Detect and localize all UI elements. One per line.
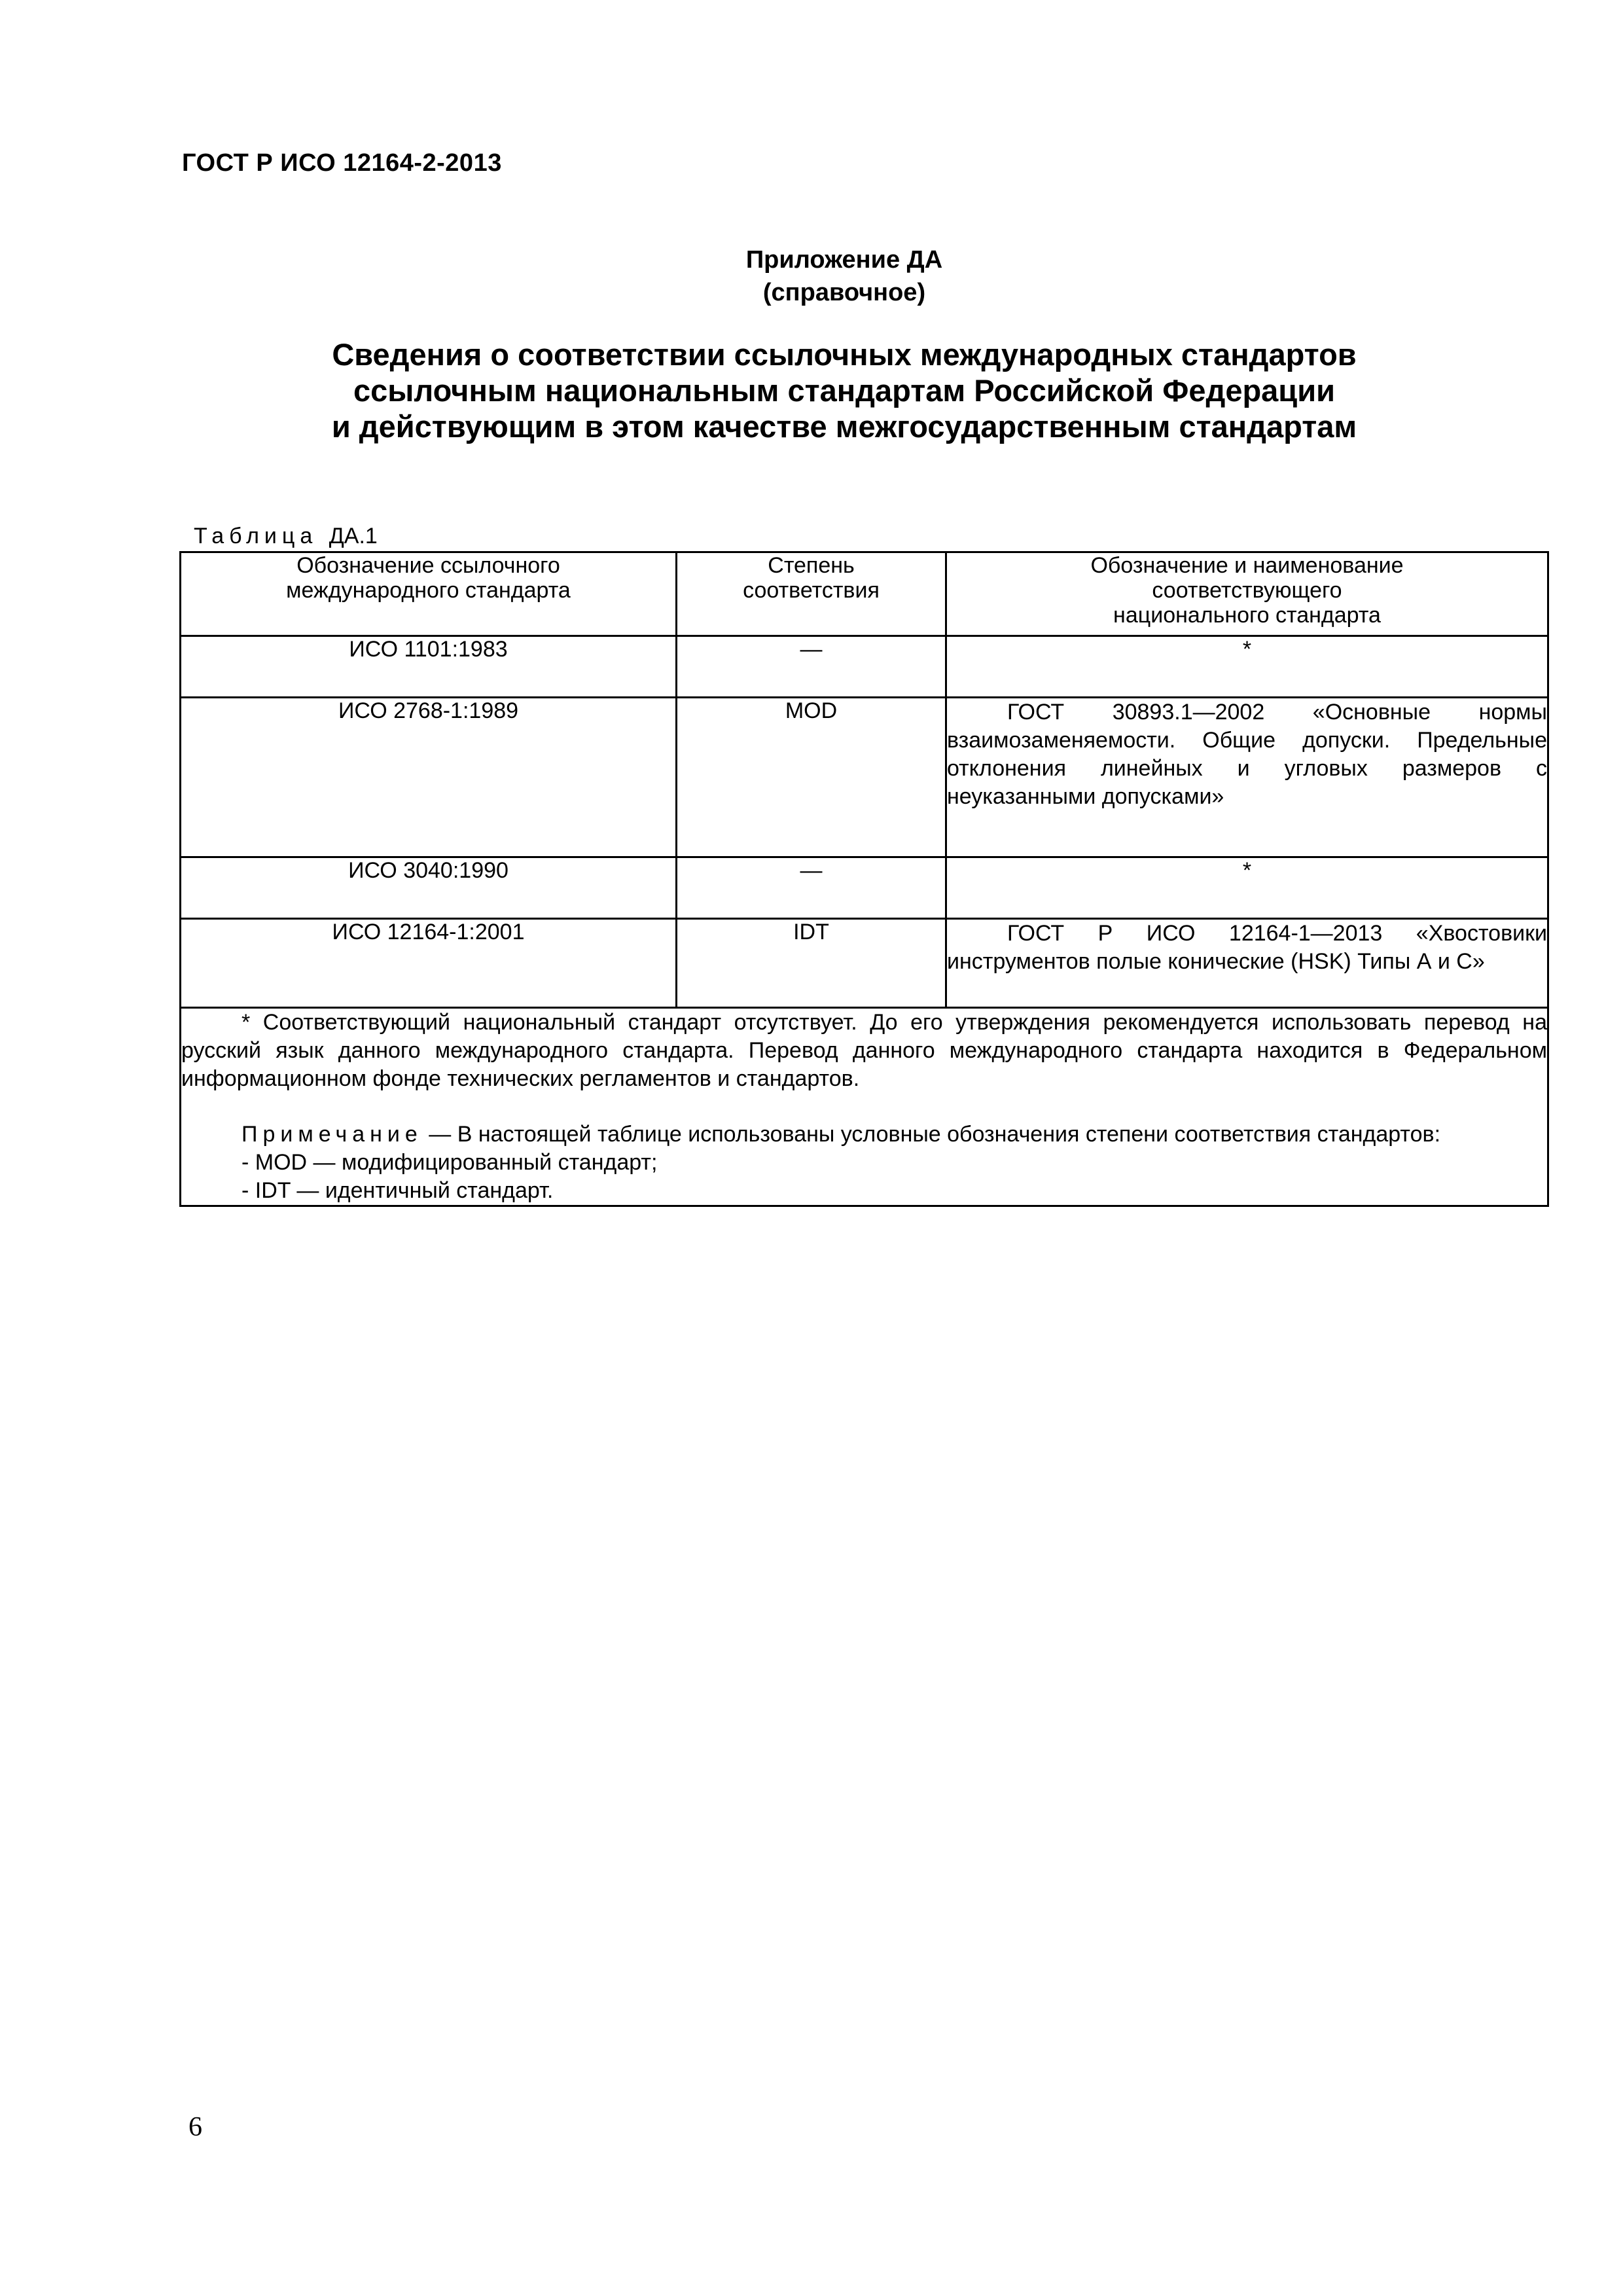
cell-degree: IDT xyxy=(677,919,946,1008)
note-item-mod: - MOD — модифицированный стандарт; xyxy=(241,1150,658,1175)
note-text: — В настоящей таблице использованы условные обозначения степени соответствия стандартов: xyxy=(429,1122,1441,1147)
document-code: ГОСТ Р ИСО 12164-2-2013 xyxy=(182,149,502,177)
table-caption-word: Таблица xyxy=(194,524,318,548)
cell-intl: ИСО 12164-1:2001 xyxy=(181,919,677,1008)
header-intl-standard xyxy=(181,552,677,636)
cell-intl: ИСО 1101:1983 xyxy=(181,636,677,698)
note-label: Примечание xyxy=(241,1122,423,1147)
header-intl-line-1: Обозначение ссылочного xyxy=(296,553,560,578)
cell-national: ГОСТ 30893.1—2002 «Основные нормы взаимозаменяемости. Общие допуски. Предельные отклонения линейных и угловых размеров с неуказанными допусками» xyxy=(946,698,1548,857)
table-caption-number: ДА.1 xyxy=(329,524,378,548)
header-degree xyxy=(677,552,946,636)
cell-intl: ИСО 2768-1:1989 xyxy=(181,698,677,857)
cell-intl: ИСО 3040:1990 xyxy=(181,857,677,919)
section-title xyxy=(0,336,1623,444)
header-national-line-2: соответствующего xyxy=(1152,578,1342,603)
note-item-idt: - IDT — идентичный стандарт. xyxy=(241,1178,554,1203)
header-intl-line-2: международного стандарта xyxy=(286,578,571,603)
title-line-3: и действующим в этом качестве межгосударственным стандартам xyxy=(331,409,1357,444)
appendix-kind: (справочное) xyxy=(762,279,926,306)
header-national-line-3: национального стандарта xyxy=(1113,603,1381,628)
note xyxy=(181,1121,1547,1149)
cell-degree: MOD xyxy=(677,698,946,857)
header-degree-line-1: Степень xyxy=(768,553,855,578)
header-national-line-1: Обозначение и наименование xyxy=(1090,553,1404,578)
table-header-row xyxy=(181,552,1548,636)
page-number: 6 xyxy=(188,2112,202,2142)
cell-national: * xyxy=(946,636,1548,698)
correspondence-table xyxy=(179,551,1549,1207)
title-line-1: Сведения о соответствии ссылочных международных стандартов xyxy=(332,337,1357,372)
footnote: * Соответствующий национальный стандарт отсутствует. До его утверждения рекомендуется использовать перевод на русский язык данного международного стандарта. Перевод данного международного стандарта находится в Федеральном информационном фонде технических регламентов и стандартов. xyxy=(181,1010,1547,1091)
cell-national: * xyxy=(946,857,1548,919)
header-national-standard xyxy=(946,552,1548,636)
title-line-2: ссылочным национальным стандартам Российской Федерации xyxy=(353,373,1335,408)
cell-degree: — xyxy=(677,636,946,698)
header-degree-line-2: соответствия xyxy=(743,578,880,603)
appendix-label: Приложение ДА xyxy=(745,246,943,274)
cell-national: ГОСТ Р ИСО 12164-1—2013 «Хвостовики инструментов полые конические (HSK) Типы А и С» xyxy=(946,919,1548,1008)
appendix-heading xyxy=(0,243,1623,309)
table-caption xyxy=(194,524,378,549)
table-row xyxy=(181,636,1548,698)
table-notes-row xyxy=(181,1008,1548,1206)
table-row xyxy=(181,919,1548,1008)
table-row xyxy=(181,857,1548,919)
table-row xyxy=(181,698,1548,857)
cell-degree: — xyxy=(677,857,946,919)
notes-cell xyxy=(181,1008,1548,1206)
